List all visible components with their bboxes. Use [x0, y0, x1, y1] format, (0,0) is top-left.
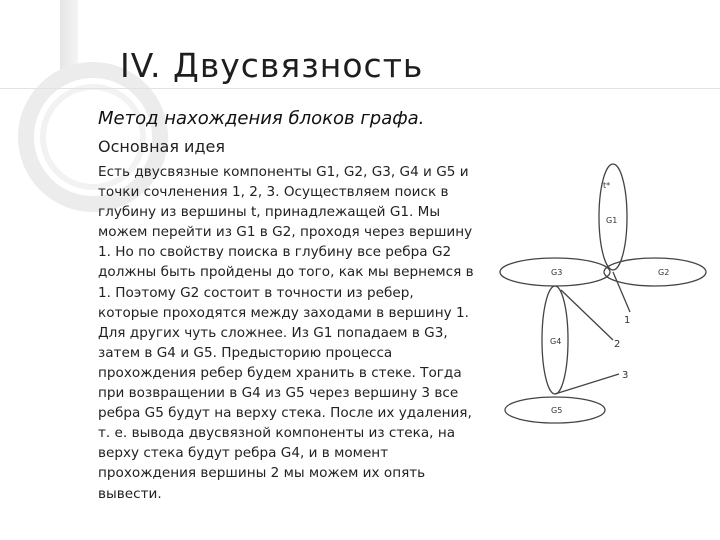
component-g2-ellipse: [604, 258, 706, 286]
body-line: ребра G5 будут на верху стека. После их удаления,: [98, 405, 472, 422]
decorative-bar: [60, 0, 78, 80]
section-heading: Основная идея: [98, 137, 225, 156]
g4-label: G4: [550, 337, 562, 346]
articulation-point-3-label: 3: [622, 370, 629, 381]
block-graph-diagram: [498, 160, 713, 435]
body-line: должны быть пройдены до того, как мы вернемся в: [98, 264, 474, 281]
body-line: Для других чуть сложнее. Из G1 попадаем в G3,: [98, 324, 448, 341]
body-line: прохождения ребер будем хранить в стеке. Тогда: [98, 364, 462, 381]
body-line: прохождения вершины 2 мы можем их опять: [98, 465, 426, 482]
g3-label: G3: [551, 268, 563, 277]
slide-title: IV. Двусвязность: [120, 46, 424, 85]
body-line: которые проходятся между заходами в вершину 1.: [98, 304, 469, 321]
g2-label: G2: [658, 268, 670, 277]
g5-label: G5: [551, 406, 563, 415]
body-line: можем перейти из G1 в G2, проходя через вершину: [98, 224, 473, 241]
body-line: 1. Но по свойству поиска в глубину все ребра G2: [98, 244, 452, 261]
decorative-line: [0, 88, 720, 89]
body-line: вывести.: [98, 485, 162, 502]
g1-label: G1: [606, 216, 618, 225]
vertex-t-label: t*: [603, 181, 611, 190]
body-line: глубину из вершины t, принадлежащей G1. Мы: [98, 204, 441, 221]
body-line: затем в G4 и G5. Предысторию процесса: [98, 344, 393, 361]
body-line: точки сочленения 1, 2, 3. Осуществляем поиск в: [98, 184, 449, 201]
body-line: 1. Поэтому G2 состоит в точности из ребер,: [98, 284, 414, 301]
slide-subtitle: Метод нахождения блоков графа.: [98, 108, 425, 129]
body-line: т. е. вывода двусвязной компоненты из стека, на: [98, 425, 456, 442]
body-line: Есть двусвязные компоненты G1, G2, G3, G4 и G5 и: [98, 164, 469, 180]
articulation-point-2-label: 2: [614, 339, 621, 350]
body-line: при возвращении в G4 из G5 через вершину 3 все: [98, 385, 459, 402]
pointer-line-2: [561, 290, 613, 340]
body-text: [98, 162, 502, 504]
articulation-point-1-label: 1: [624, 315, 631, 326]
body-line: верху стека будут ребра G4, и в момент: [98, 445, 389, 462]
pointer-line-1: [613, 272, 630, 312]
